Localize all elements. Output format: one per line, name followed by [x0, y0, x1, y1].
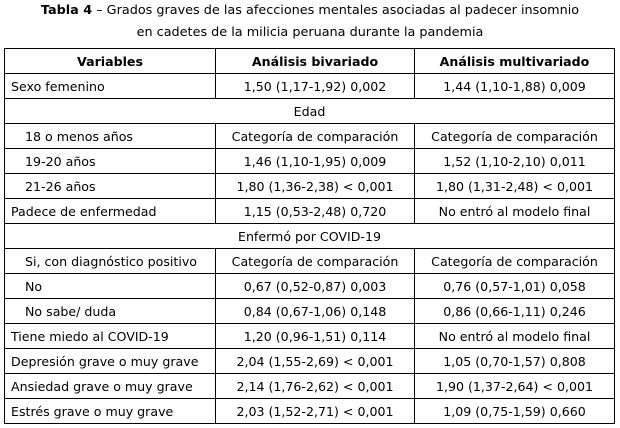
table-row	[5, 274, 615, 299]
variable-cell: No	[5, 274, 216, 299]
bivariado-cell: 1,15 (0,53-2,48) 0,720	[216, 199, 415, 224]
multivariado-cell: 1,09 (0,75-1,59) 0,660	[415, 399, 615, 424]
bivariado-cell: 0,84 (0,67-1,06) 0,148	[216, 299, 415, 324]
variable-cell: Padece de enfermedad	[5, 199, 216, 224]
table-row	[5, 199, 615, 224]
group-label: Edad	[5, 99, 615, 124]
column-header-multivariado: Análisis multivariado	[415, 49, 615, 74]
variable-cell: 19-20 años	[5, 149, 216, 174]
multivariado-cell: 1,05 (0,70-1,57) 0,808	[415, 349, 615, 374]
bivariado-cell: Categoría de comparación	[216, 124, 415, 149]
bivariado-cell: 1,50 (1,17-1,92) 0,002	[216, 74, 415, 99]
bivariado-cell: 0,67 (0,52-0,87) 0,003	[216, 274, 415, 299]
multivariado-cell: Categoría de comparación	[415, 124, 615, 149]
variable-cell: Si, con diagnóstico positivo	[5, 249, 216, 274]
variable-cell: Ansiedad grave o muy grave	[5, 374, 216, 399]
header-row	[5, 49, 615, 74]
table-row	[5, 149, 615, 174]
group-label: Enfermó por COVID-19	[5, 224, 615, 249]
caption-label: Tabla 4	[40, 3, 93, 18]
table-row	[5, 74, 615, 99]
multivariado-cell: Categoría de comparación	[415, 249, 615, 274]
variable-cell: Tiene miedo al COVID-19	[5, 324, 216, 349]
bivariado-cell: 2,14 (1,76-2,62) < 0,001	[216, 374, 415, 399]
variable-cell: 21-26 años	[5, 174, 216, 199]
multivariado-cell: 1,80 (1,31-2,48) < 0,001	[415, 174, 615, 199]
table-body	[5, 74, 615, 424]
variable-cell: Sexo femenino	[5, 74, 216, 99]
table-row	[5, 349, 615, 374]
bivariado-cell: 2,04 (1,55-2,69) < 0,001	[216, 349, 415, 374]
caption-line-2: en cadetes de la milicia peruana durante la pandemia	[136, 25, 484, 40]
multivariado-cell: 0,76 (0,57-1,01) 0,058	[415, 274, 615, 299]
variable-cell: Estrés grave o muy grave	[5, 399, 216, 424]
table-row	[5, 249, 615, 274]
table-row	[5, 299, 615, 324]
column-header-variables: Variables	[5, 49, 216, 74]
multivariado-cell: 0,86 (0,66-1,11) 0,246	[415, 299, 615, 324]
variable-cell: 18 o menos años	[5, 124, 216, 149]
multivariado-cell: 1,90 (1,37-2,64) < 0,001	[415, 374, 615, 399]
results-table	[4, 48, 615, 424]
group-row	[5, 99, 615, 124]
table-caption	[6, 0, 614, 44]
multivariado-cell: No entró al modelo final	[415, 199, 615, 224]
variable-cell: No sabe/ duda	[5, 299, 216, 324]
bivariado-cell: 1,46 (1,10-1,95) 0,009	[216, 149, 415, 174]
multivariado-cell: 1,44 (1,10-1,88) 0,009	[415, 74, 615, 99]
bivariado-cell: 1,20 (0,96-1,51) 0,114	[216, 324, 415, 349]
group-row	[5, 224, 615, 249]
table-row	[5, 374, 615, 399]
multivariado-cell: 1,52 (1,10-2,10) 0,011	[415, 149, 615, 174]
variable-cell: Depresión grave o muy grave	[5, 349, 216, 374]
bivariado-cell: 2,03 (1,52-2,71) < 0,001	[216, 399, 415, 424]
bivariado-cell: 1,80 (1,36-2,38) < 0,001	[216, 174, 415, 199]
table-row	[5, 124, 615, 149]
table-row	[5, 399, 615, 424]
column-header-bivariado: Análisis bivariado	[216, 49, 415, 74]
caption-line-1: – Grados graves de las afecciones mentales asociadas al padecer insomnio	[92, 3, 580, 18]
table-row	[5, 324, 615, 349]
multivariado-cell: No entró al modelo final	[415, 324, 615, 349]
bivariado-cell: Categoría de comparación	[216, 249, 415, 274]
table-row	[5, 174, 615, 199]
